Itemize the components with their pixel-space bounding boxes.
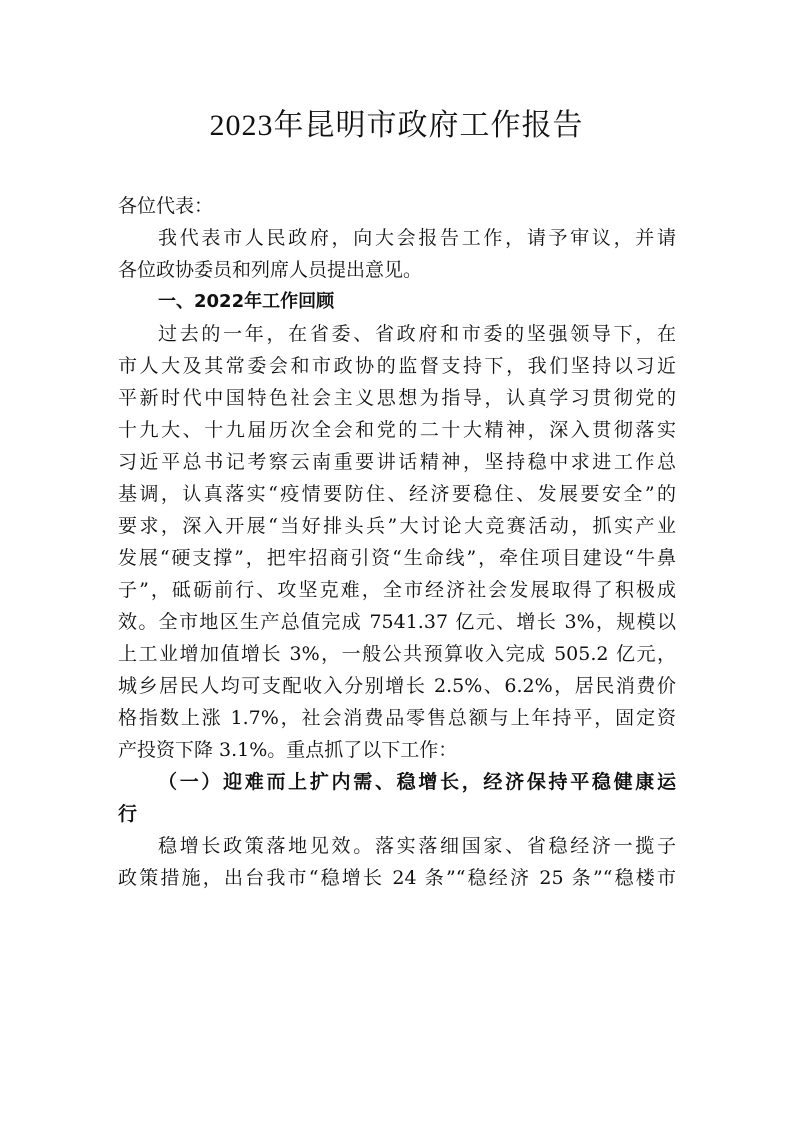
paragraph-line: 格指数上涨 1.7%，社会消费品零售总额与上年持平，固定资 <box>118 707 676 729</box>
paragraph-line: 各位政协委员和列席人员提出意见。 <box>118 259 423 281</box>
paragraph-line: 要求，深入开展“当好排头兵”大讨论大竞赛活动，抓实产业 <box>118 515 676 537</box>
subsection-heading-continued: 行 <box>118 803 138 825</box>
paragraph-line: 习近平总书记考察云南重要讲话精神，坚持稳中求进工作总 <box>118 451 676 473</box>
paragraph-line: 稳增长政策落地见效。落实落细国家、省稳经济一揽子 <box>158 835 676 857</box>
section-heading: 一、2022年工作回顾 <box>158 291 335 312</box>
paragraph-line: 城乡居民人均可支配收入分别增长 2.5%、6.2%，居民消费价 <box>118 675 676 697</box>
paragraph-line: 十九大、十九届历次全会和党的二十大精神，深入贯彻落实 <box>118 419 676 441</box>
paragraph-line: 效。全市地区生产总值完成 7541.37 亿元、增长 3%，规模以 <box>118 611 676 633</box>
paragraph-line: 过去的一年，在省委、省政府和市委的坚强领导下，在 <box>158 323 676 345</box>
document-body <box>118 190 676 894</box>
paragraph-line: 平新时代中国特色社会主义思想为指导，认真学习贯彻党的 <box>118 387 676 409</box>
paragraph-line: 市人大及其常委会和市政协的监督支持下，我们坚持以习近 <box>118 355 676 377</box>
paragraph-line: 上工业增加值增长 3%，一般公共预算收入完成 505.2 亿元， <box>118 643 676 665</box>
paragraph-line: 产投资下降 3.1%。重点抓了以下工作： <box>118 739 458 761</box>
paragraph-line: 发展“硬支撑”，把牢招商引资“生命线”，牵住项目建设“牛鼻 <box>118 547 676 569</box>
paragraph-line: 政策措施，出台我市“稳增长 24 条”“稳经济 25 条”“稳楼市 <box>118 867 676 889</box>
paragraph-line: 子”，砥砺前行、攻坚克难，全市经济社会发展取得了积极成 <box>118 579 676 601</box>
paragraph-line: 基调，认真落实“疫情要防住、经济要稳住、发展要安全”的 <box>118 483 676 505</box>
salutation: 各位代表： <box>118 195 214 217</box>
document-title: 2023年昆明市政府工作报告 <box>209 109 584 142</box>
paragraph-line: 我代表市人民政府，向大会报告工作，请予审议，并请 <box>158 227 676 249</box>
subsection-heading: （一）迎难而上扩内需、稳增长，经济保持平稳健康运 <box>158 771 676 793</box>
